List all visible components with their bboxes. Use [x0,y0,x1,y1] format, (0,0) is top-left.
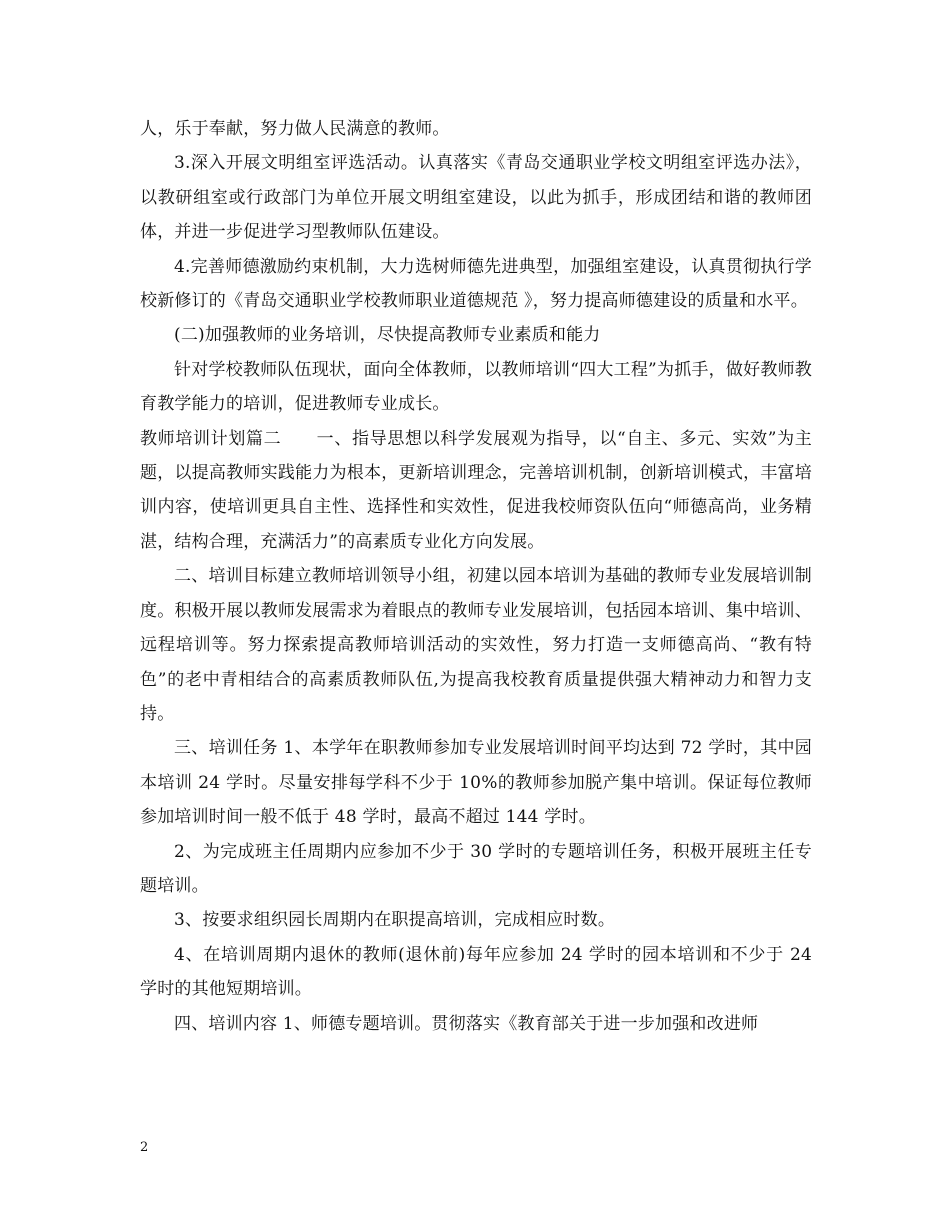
paragraph-2: 3.深入开展文明组室评选活动。认真落实《青岛交通职业学校文明组室评选办法》，以教研组室或行政部门为单位开展文明组室建设，以此为抓手，形成团结和谐的教师团体，并进一步促进学习型教师队伍建设。 [140,153,812,243]
paragraph-11: 4、在培训周期内退休的教师(退休前)每年应参加 24 学时的园本培训和不少于 24 学时的其他短期培训。 [140,944,812,1000]
paragraph-7: 二、培训目标建立教师培训领导小组，初建以园本培训为基础的教师专业发展培训制度。积极开展以教师发展需求为着眼点的教师专业发展培训，包括园本培训、集中培训、远程培训等。努力探索提高教师培训活动的实效性，努力打造一支师德高尚、“教有特色”的老中青相结合的高素质教师队伍,为提高我校教育质量提供强大精神动力和智力支持。 [140,566,812,724]
paragraph-5: 针对学校教师队伍现状，面向全体教师，以教师培训“四大工程”为抓手，做好教师教育教学能力的培训，促进教师专业成长。 [140,359,812,415]
paragraph-3: 4.完善师德激励约束机制，大力选树师德先进典型，加强组室建设，认真贯彻执行学校新修订的《青岛交通职业学校教师职业道德规范 》，努力提高师德建设的质量和水平。 [140,256,812,312]
page-number: 2 [140,1140,149,1155]
paragraph-4-section-heading: (二)加强教师的业务培训，尽快提高教师专业素质和能力 [174,325,601,346]
paragraph-9: 2、为完成班主任周期内应参加不少于 30 学时的专题培训任务，积极开展班主任专题培训。 [140,841,812,896]
paragraph-6: 教师培训计划篇二 一、指导思想以科学发展观为指导，以“自主、多元、实效”为主题，以提高教师实践能力为根本，更新培训理念，完善培训机制，创新培训模式，丰富培训内容，使培训更具自主性、选择性和实效性，促进我校师资队伍向“师德高尚，业务精湛，结构合理，充满活力”的高素质专业化方向发展。 [140,428,812,552]
document-body [140,112,812,1041]
paragraph-8: 三、培训任务 1、本学年在职教师参加专业发展培训时间平均达到 72 学时，其中园本培训 24 学时。尽量安排每学科不少于 10%的教师参加脱产集中培训。保证每位教师参加培训时间一般不低于 48 学时，最高不超过 144 学时。 [140,738,812,828]
paragraph-10: 3、按要求组织园长周期内在职提高培训，完成相应时数。 [174,910,616,931]
paragraph-12: 四、培训内容 1、师德专题培训。贯彻落实《教育部关于进一步加强和改进师 [174,1013,759,1034]
paragraph-1: 人，乐于奉献，努力做人民满意的教师。 [140,119,450,139]
